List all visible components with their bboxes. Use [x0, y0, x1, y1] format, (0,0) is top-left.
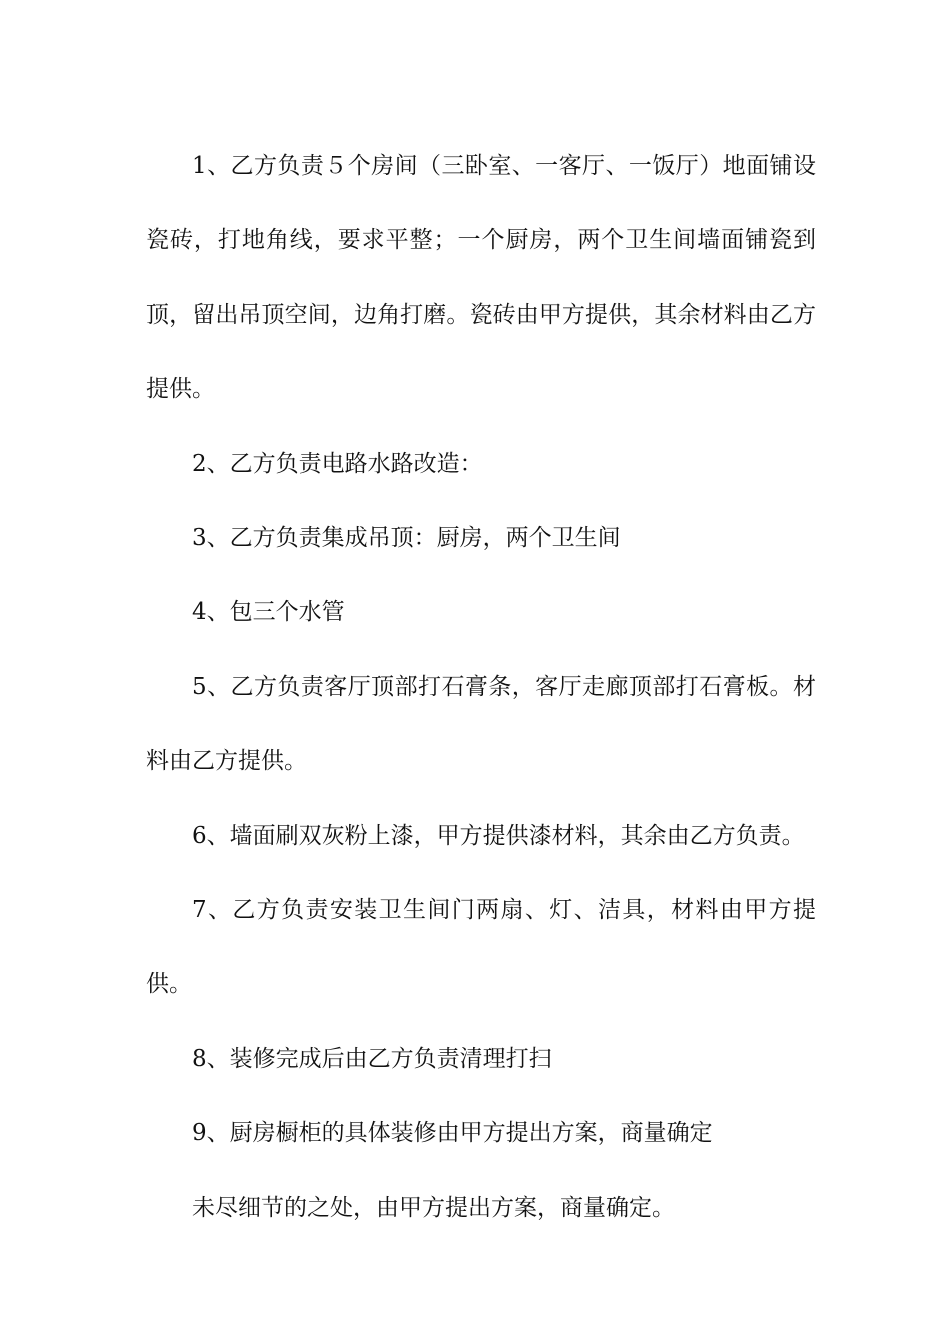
clause-2: 2、乙方负责电路水路改造： [192, 450, 483, 477]
closing-note: 未尽细节的之处，由甲方提出方案，商量确定。 [192, 1194, 675, 1221]
document-body [146, 129, 816, 1245]
clause-8: 8、装修完成后由乙方负责清理打扫 [192, 1045, 552, 1072]
clause-3: 3、乙方负责集成吊顶：厨房，两个卫生间 [192, 525, 621, 552]
clause-1: 1、乙方负责５个房间（三卧室、一客厅、一饭厅）地面铺设瓷砖，打地角线，要求平整；一个厨房，两个卫生间墙面铺瓷到顶，留出吊顶空间，边角打磨。瓷砖由甲方提供，其余材料由乙方提供。 [146, 153, 816, 403]
clause-5: 5、乙方负责客厅顶部打石膏条，客厅走廊顶部打石膏板。材料由乙方提供。 [146, 673, 816, 775]
clause-7: 7、乙方负责安装卫生间门两扇、灯、洁具，材料由甲方提供。 [146, 897, 816, 998]
clause-9: 9、厨房橱柜的具体装修由甲方提出方案，商量确定 [192, 1120, 713, 1147]
clause-6: 6、墙面刷双灰粉上漆，甲方提供漆材料，其余由乙方负责。 [192, 822, 805, 849]
clause-4: 4、包三个水管 [192, 599, 345, 626]
